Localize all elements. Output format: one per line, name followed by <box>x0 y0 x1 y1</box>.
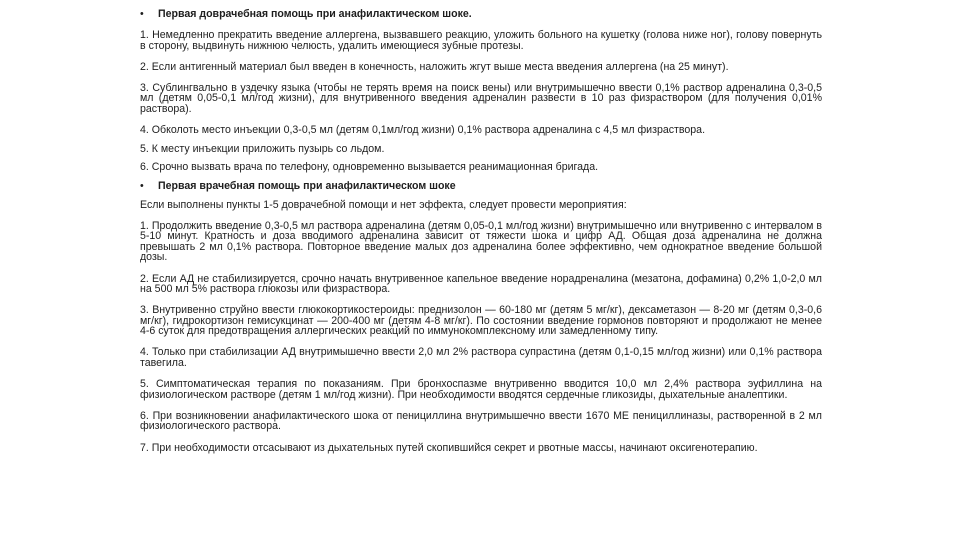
section1-item-3: 3. Сублингвально в уздечку языка (чтобы не терять время на поиск вены) или внутримышечно ввести 0,1% раствор адреналина 0,3-0,5 мл (детям 0,05-0,1 мл/год жизни), для внутривенного введения адреналин развести в 10 раз физраствором (для получения 0,01% раствора). <box>140 81 822 116</box>
section2-intro: Если выполнены пункты 1-5 доврачебной помощи и нет эффекта, следует провести мероприятия: <box>140 198 627 211</box>
section1-item-6: 6. Срочно вызвать врача по телефону, одновременно вызывается реанимационная бригада. <box>140 161 599 174</box>
section1-item-5: 5. К месту инъекции приложить пузырь со льдом. <box>140 142 385 155</box>
document-page <box>140 9 822 464</box>
section1-heading <box>140 9 822 20</box>
section1-heading-text: Первая доврачебная помощь при анафилактическом шоке. <box>158 8 472 20</box>
section2-item-3: 3. Внутривенно струйно ввести глюкокортикостероиды: преднизолон — 60-180 мг (детям 5 мг/кг), дексаметазон — 8-20 мг (детям 0,3-0,6 мг/кг), гидрокортизон гемисукцинат — 200-400 мг (детям 4-8 мг/кг). По состоянии введение гормонов повторяют и продолжают не менее 4-6 суток для предотвращения аллергических реакций по иммунокомплексному или замедленному типу. <box>140 304 822 338</box>
section2-heading <box>140 181 822 192</box>
section1-item-1: 1. Немедленно прекратить введение аллергена, вызвавшего реакцию, уложить больного на кушетку (голова ниже ног), голову повернуть в сторону, выдвинуть нижнюю челюсть, удалить имеющиеся зубные протезы. <box>140 29 822 52</box>
section2-item-4: 4. Только при стабилизации АД внутримышечно ввести 2,0 мл 2% раствора супрастина (детям 0,1-0,15 мл/год жизни) или 0,1% раствора тавегила. <box>140 346 822 370</box>
bullet-icon: • <box>140 179 144 192</box>
section2-item-7: 7. При необходимости отсасывают из дыхательных путей скопившийся секрет и рвотные массы, начинают оксигенотерапию. <box>140 441 758 454</box>
bullet-icon: • <box>140 8 144 20</box>
section2-item-1: 1. Продолжить введение 0,3-0,5 мл раствора адреналина (детям 0,05-0,1 мл/год жизни) внутримышечно или внутривенно с интервалом в 5-10 минут. Кратность и доза вводимого адреналина зависит от тяжести шока и цифр АД. Общая доза адреналина не должна превышать 2 мл 0,1% раствора. Повторное введение малых доз адреналина более эффективно, чем однократное введение большой дозы. <box>140 219 822 264</box>
section1-item-2: 2. Если антигенный материал был введен в конечность, наложить жгут выше места введения аллергена (на 25 минут). <box>140 60 729 73</box>
section2-item-5: 5. Симптоматическая терапия по показаниям. При бронхоспазме внутривенно вводится 10,0 мл 2,4% раствора эуфиллина на физиологическом растворе (детям 1 мл/год жизни). При необходимости вводятся сердечные гликозиды, дыхательные аналептики. <box>140 378 822 401</box>
section2-item-2: 2. Если АД не стабилизируется, срочно начать внутривенное капельное введение норадреналина (мезатона, дофамина) 0,2% 1,0-2,0 мл на 500 мл 5% раствора глюкозы или физраствора. <box>140 272 822 296</box>
section2-item-6: 6. При возникновении анафилактического шока от пенициллина внутримышечно ввести 1670 МЕ пенициллиназы, растворенной в 2 мл физиологического раствора. <box>140 409 822 433</box>
section2-heading-text: Первая врачебная помощь при анафилактическом шоке <box>158 179 456 192</box>
section1-item-4: 4. Обколоть место инъекции 0,3-0,5 мл (детям 0,1мл/год жизни) 0,1% раствора адреналина с 4,5 мл физраствора. <box>140 124 706 137</box>
